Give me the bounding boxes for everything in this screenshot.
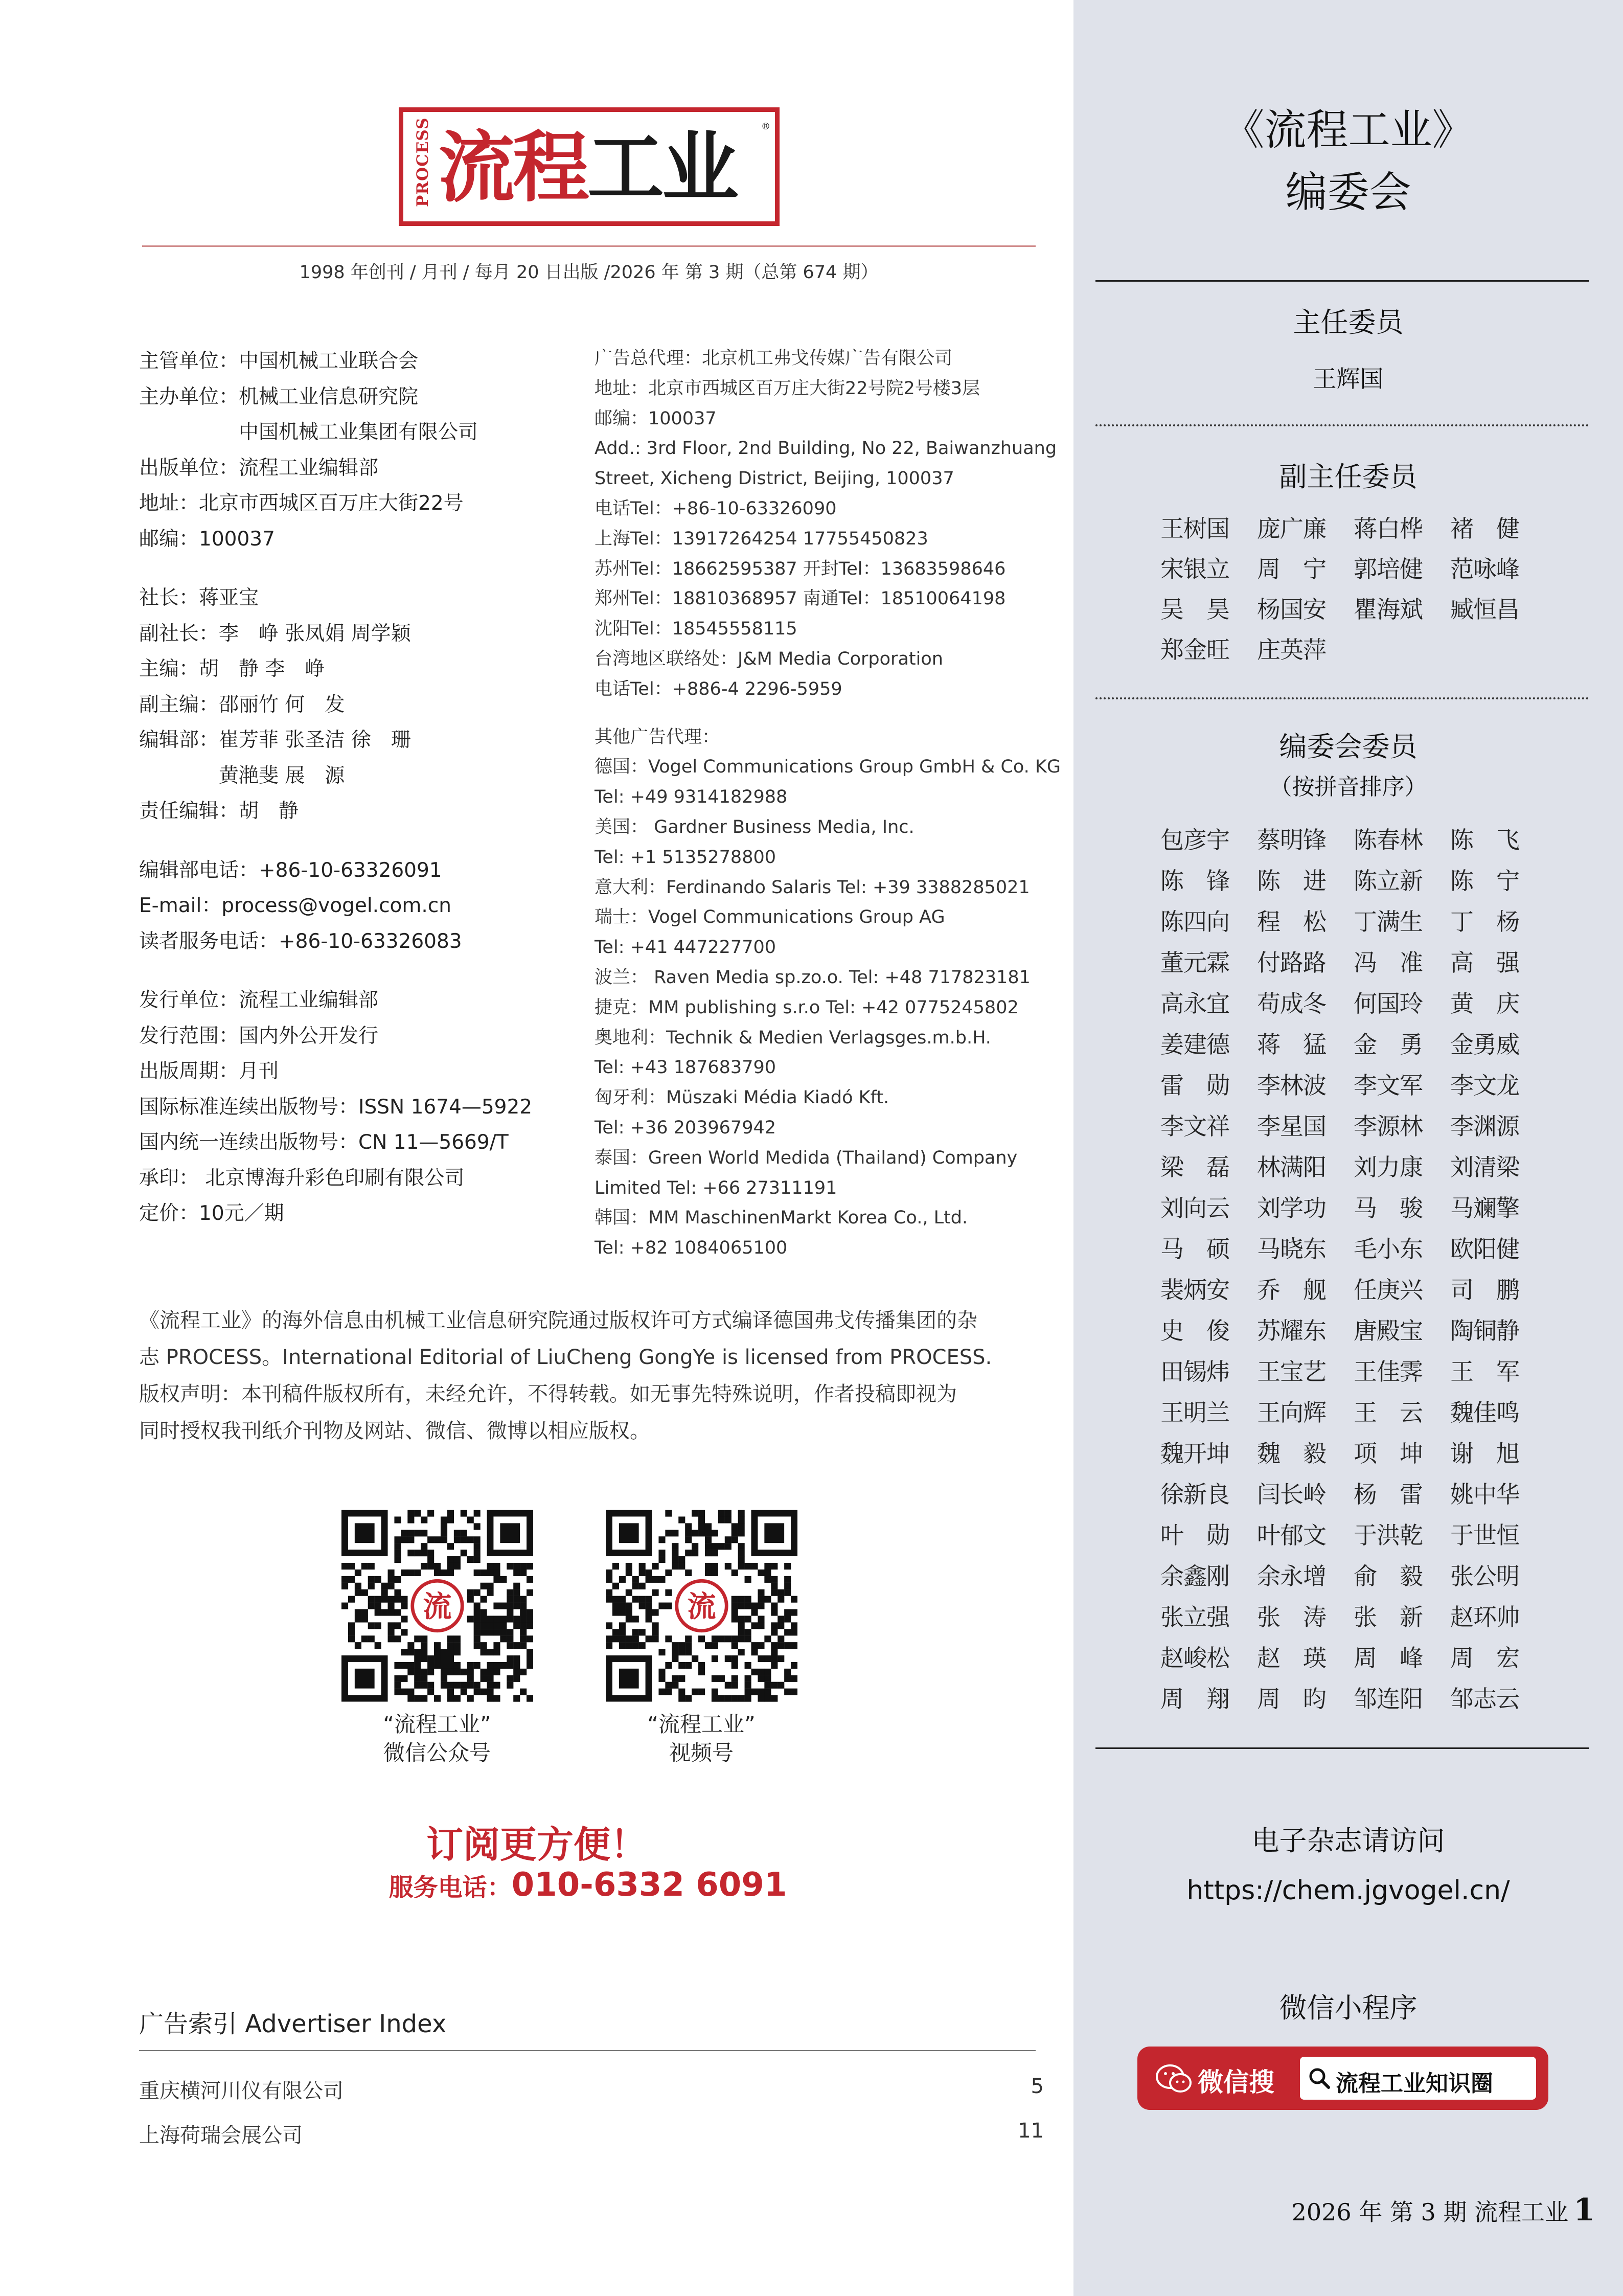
board-member-name: 梁 磊 [1160, 1153, 1229, 1181]
board-member-name: 裴炳安 [1160, 1276, 1229, 1304]
text-line: 责任编辑：胡 静 [139, 800, 299, 823]
board-member-name: 高 强 [1450, 949, 1519, 976]
wechat-search-label: 微信搜 [1198, 2067, 1274, 2097]
subscribe-title: 订阅更方便！ [426, 1823, 647, 1866]
text-line: 电话Tel：+86-10-63326090 [595, 498, 837, 519]
subscribe-phone [358, 1866, 818, 1904]
board-member-name: 张公明 [1450, 1562, 1519, 1590]
text-line: Tel: +43 187683790 [595, 1057, 776, 1078]
copyright-notice [139, 1302, 1043, 1449]
vice-director-name: 王树国 [1160, 515, 1229, 542]
vice-director-name: 蒋白桦 [1354, 515, 1423, 542]
text-line: 《流程工业》的海外信息由机械工业信息研究院通过版权许可方式编译德国弗戈传播集团的杂 [139, 1309, 977, 1332]
board-member-name: 苟成冬 [1257, 990, 1326, 1017]
board-member-name: 陈四向 [1160, 908, 1229, 936]
advertiser-index-title: 广告索引 Advertiser Index [139, 2010, 447, 2038]
text-line: 主管单位：中国机械工业联合会 [139, 350, 419, 373]
board-member-name: 叶郁文 [1257, 1521, 1326, 1549]
board-member-name: 刘清梁 [1450, 1153, 1519, 1181]
advertiser-page: 5 [1031, 2075, 1044, 2098]
text-line: 德国：Vogel Communications Group GmbH & Co. KG [595, 757, 1061, 778]
board-member-name: 徐新良 [1160, 1481, 1229, 1508]
text-line: 读者服务电话：+86-10-63326083 [139, 929, 462, 953]
board-member-name: 周 峰 [1354, 1644, 1423, 1672]
board-member-name: 周 昀 [1257, 1685, 1326, 1713]
board-member-list [1160, 820, 1547, 1719]
board-member-name: 欧阳健 [1450, 1235, 1519, 1263]
text-line: 编辑部电话：+86-10-63326091 [139, 858, 442, 882]
board-member-name: 金勇威 [1450, 1031, 1519, 1058]
text-line: 出版周期：月刊 [139, 1060, 279, 1083]
text-line: 韩国：MM MaschinenMarkt Korea Co., Ltd. [595, 1208, 968, 1229]
vice-director-name: 周 宁 [1257, 555, 1326, 583]
board-member-name: 杨 雷 [1354, 1481, 1423, 1508]
masthead-group-distribution [139, 983, 589, 1232]
board-member-name: 李星国 [1257, 1112, 1326, 1140]
vice-director-name: 郭培健 [1354, 555, 1423, 583]
masthead-ad-column [595, 344, 1061, 1263]
svg-text:流: 流 [423, 1589, 452, 1624]
board-member-name: 张立强 [1160, 1603, 1229, 1631]
text-line: 国内统一连续出版物号：CN 11—5669/T [139, 1131, 509, 1154]
board-member-name: 闫长岭 [1257, 1481, 1326, 1508]
masthead-group-sponsors [139, 344, 589, 557]
board-member-name: 陈 飞 [1450, 826, 1519, 854]
logo-process-text: PROCESS [414, 117, 432, 207]
process-logo [399, 107, 780, 226]
text-line: Street, Xicheng District, Beijing, 100037 [595, 468, 954, 489]
board-member-name: 姜建德 [1160, 1031, 1229, 1058]
page-footer [1176, 2192, 1595, 2228]
wechat-icon [1156, 2063, 1193, 2094]
page-number: 1 [1573, 2192, 1595, 2228]
board-member-name: 谢 旭 [1450, 1440, 1519, 1467]
qr-caption-line1: “流程工业” [383, 1712, 491, 1737]
board-member-name: 乔 舰 [1257, 1276, 1326, 1304]
search-icon [1308, 2067, 1331, 2089]
text-line: 地址：北京市西城区百万庄大街22号院2号楼3层 [595, 378, 980, 399]
board-member-name: 李林波 [1257, 1072, 1326, 1099]
vice-director-name: 褚 健 [1450, 515, 1519, 542]
text-line: 郑州Tel：18810368957 南通Tel：18510064198 [595, 588, 1006, 609]
board-member-name: 冯 准 [1354, 949, 1423, 976]
director-heading: 主任委员 [1293, 306, 1404, 338]
vice-director-list [1160, 509, 1547, 670]
wechat-search-banner[interactable] [1137, 2047, 1548, 2110]
footer-issue: 2026 年 第 3 期 流程工业 [1291, 2198, 1569, 2226]
board-member-name: 魏 毅 [1257, 1440, 1326, 1467]
board-member-name: 李渊源 [1450, 1112, 1519, 1140]
board-member-name: 付路路 [1257, 949, 1326, 976]
board-member-name: 马 硕 [1160, 1235, 1229, 1263]
masthead-group-contact [139, 853, 589, 960]
board-member-name: 陈 锋 [1160, 867, 1229, 895]
board-member-name: 王明兰 [1160, 1399, 1229, 1426]
board-member-name: 李文龙 [1450, 1072, 1519, 1099]
text-line: 中国机械工业集团有限公司 [139, 421, 478, 444]
text-line: E-mail：process@vogel.com.cn [139, 894, 451, 917]
masthead-group-staff [139, 580, 589, 829]
sidebar-rule [1095, 280, 1589, 282]
board-member-name: 张 涛 [1257, 1603, 1326, 1631]
vice-director-name: 杨国安 [1257, 596, 1326, 623]
sidebar-title-line1: 《流程工业》 [1222, 106, 1474, 154]
text-line: 同时授权我刊纸介刊物及网站、微信、微博以相应版权。 [139, 1419, 650, 1443]
header-divider [142, 245, 1036, 247]
text-line: 苏州Tel：18662595387 开封Tel：13683598646 [595, 558, 1006, 579]
advertiser-row [139, 2119, 1044, 2148]
qr-caption-wechat [330, 1710, 544, 1767]
board-member-name: 魏佳鸣 [1450, 1399, 1519, 1426]
qr-code-wechat[interactable] [341, 1509, 533, 1702]
other-ad-agents-group [595, 722, 1061, 1263]
emag-url-link[interactable]: https://chem.jgvogel.cn/ [1186, 1875, 1510, 1906]
board-member-name: 陈春林 [1354, 826, 1423, 854]
advertiser-index-divider [139, 2050, 1036, 2051]
text-line: 副社长：李 峥 张凤娟 周学颖 [139, 622, 411, 645]
board-member-name: 陈立新 [1354, 867, 1423, 895]
text-line: 台湾地区联络处：J&M Media Corporation [595, 648, 943, 669]
qr-caption-line2: 视频号 [669, 1740, 734, 1765]
board-member-name: 李文祥 [1160, 1112, 1229, 1140]
text-line: 美国： Gardner Business Media, Inc. [595, 816, 915, 837]
board-member-name: 史 俊 [1160, 1317, 1229, 1345]
publication-info: 1998 年创刊 / 月刊 / 每月 20 日出版 /2026 年 第 3 期（总第 674 期） [299, 262, 879, 283]
vice-director-name: 吴 昊 [1160, 596, 1229, 623]
board-heading: 编委会委员 [1279, 731, 1418, 763]
text-line: 黄滟斐 展 源 [139, 764, 345, 787]
text-line: Tel: +49 9314182988 [595, 787, 788, 808]
board-member-name: 魏开坤 [1160, 1440, 1229, 1467]
text-line: 波兰： Raven Media sp.zo.o. Tel: +48 717823181 [595, 967, 1031, 988]
text-line: 电话Tel：+886-4 2296-5959 [595, 678, 842, 699]
text-line: 志 PROCESS。International Editorial of LiuCheng GongYe is licensed from PROCESS. [139, 1346, 992, 1369]
board-member-name: 周 宏 [1450, 1644, 1519, 1672]
registered-mark: ® [761, 121, 770, 132]
board-member-name: 张 新 [1354, 1603, 1423, 1631]
board-member-name: 陈 宁 [1450, 867, 1519, 895]
phone-number[interactable]: 010-6332 6091 [511, 1866, 787, 1904]
board-member-name: 王 军 [1450, 1358, 1519, 1385]
board-member-name: 丁 杨 [1450, 908, 1519, 936]
vice-director-name: 臧恒昌 [1450, 596, 1519, 623]
text-line: 副主编：邵丽竹 何 发 [139, 693, 345, 716]
vice-director-name: 宋银立 [1160, 555, 1229, 583]
text-line: 主编：胡 静 李 峥 [139, 657, 325, 680]
text-line: 邮编：100037 [595, 408, 717, 429]
board-member-name: 马斓擎 [1450, 1194, 1519, 1222]
text-line: 国际标准连续出版物号：ISSN 1674—5922 [139, 1095, 533, 1119]
text-line: 奥地利：Technik & Medien Verlagsges.m.b.H. [595, 1027, 991, 1048]
svg-text:流: 流 [687, 1589, 716, 1624]
qr-code-video[interactable] [606, 1509, 797, 1702]
text-line: 地址：北京市西城区百万庄大街22号 [139, 492, 464, 515]
text-line: Limited Tel: +66 27311191 [595, 1177, 837, 1198]
advertiser-row [139, 2075, 1044, 2104]
text-line: 发行范围：国内外公开发行 [139, 1024, 379, 1048]
sidebar-title-line2: 编委会 [1285, 168, 1411, 217]
text-line: 其他广告代理： [595, 726, 720, 747]
ad-agency-group [595, 344, 1057, 704]
board-member-name: 于世恒 [1450, 1521, 1519, 1549]
sidebar-rule [1095, 1747, 1589, 1749]
text-line: 泰国：Green World Medida (Thailand) Company [595, 1147, 1018, 1168]
text-line: Add.: 3rd Floor, 2nd Building, No 22, Baiwanzhuang [595, 438, 1057, 459]
vice-director-name: 瞿海斌 [1354, 596, 1423, 623]
board-member-name: 陶铜静 [1450, 1317, 1519, 1345]
board-member-name: 李源林 [1354, 1112, 1423, 1140]
board-member-name: 马 骏 [1354, 1194, 1423, 1222]
advertiser-name: 重庆横河川仪有限公司 [139, 2079, 344, 2103]
advertiser-page: 11 [1018, 2119, 1044, 2143]
board-member-name: 叶 勋 [1160, 1521, 1229, 1549]
text-line: 出版单位：流程工业编辑部 [139, 456, 379, 480]
board-member-name: 王 云 [1354, 1399, 1423, 1426]
board-member-name: 董元霖 [1160, 949, 1229, 976]
board-member-name: 王宝艺 [1257, 1358, 1326, 1385]
board-member-name: 田锡炜 [1160, 1358, 1229, 1385]
text-line: 捷克：MM publishing s.r.o Tel: +42 0775245802 [595, 997, 1019, 1018]
miniprogram-label: 微信小程序 [1279, 1992, 1418, 2024]
board-member-name: 邹志云 [1450, 1685, 1519, 1713]
board-member-name: 包彦宇 [1160, 826, 1229, 854]
text-line: 发行单位：流程工业编辑部 [139, 989, 379, 1012]
board-member-name: 金 勇 [1354, 1031, 1423, 1058]
board-member-name: 刘力康 [1354, 1153, 1423, 1181]
board-member-name: 蒋 猛 [1257, 1031, 1326, 1058]
board-member-name: 何国玲 [1354, 990, 1423, 1017]
board-member-name: 程 松 [1257, 908, 1326, 936]
board-member-name: 司 鹏 [1450, 1276, 1519, 1304]
logo-black-text: 工业 [587, 123, 737, 213]
board-member-name: 王向辉 [1257, 1399, 1326, 1426]
board-member-name: 雷 勋 [1160, 1072, 1229, 1099]
board-member-name: 马晓东 [1257, 1235, 1326, 1263]
board-member-name: 刘向云 [1160, 1194, 1229, 1222]
sidebar-dotted-rule [1095, 424, 1589, 426]
board-member-name: 赵峻松 [1160, 1644, 1229, 1672]
vice-director-name: 庄英萍 [1257, 636, 1326, 664]
director-name: 王辉国 [1313, 365, 1384, 393]
board-member-name: 毛小东 [1354, 1235, 1423, 1263]
sidebar-dotted-rule [1095, 697, 1589, 699]
text-line: 广告总代理：北京机工弗戈传媒广告有限公司 [595, 348, 953, 369]
text-line: 定价：10元／期 [139, 1202, 284, 1225]
board-member-name: 王佳霁 [1354, 1358, 1423, 1385]
board-member-name: 林满阳 [1257, 1153, 1326, 1181]
board-member-name: 李文军 [1354, 1072, 1423, 1099]
text-line: 上海Tel：13917264254 17755450823 [595, 528, 928, 549]
text-line: Tel: +1 5135278800 [595, 847, 776, 868]
text-line: 匈牙利：Müszaki Média Kiadó Kft. [595, 1087, 889, 1108]
masthead-left-column [139, 344, 589, 1232]
board-sort-note: （按拼音排序） [1269, 774, 1427, 800]
board-member-name: 周 翔 [1160, 1685, 1229, 1713]
text-line: 社长：蒋亚宝 [139, 586, 259, 609]
phone-label: 服务电话： [388, 1873, 512, 1902]
board-member-name: 黄 庆 [1450, 990, 1519, 1017]
vice-director-name: 范咏峰 [1450, 555, 1519, 583]
vice-director-heading: 副主任委员 [1279, 461, 1418, 493]
board-member-name: 余永增 [1257, 1562, 1326, 1590]
text-line: Tel: +36 203967942 [595, 1117, 776, 1138]
text-line: 承印： 北京博海升彩色印刷有限公司 [139, 1166, 465, 1190]
board-member-name: 陈 进 [1257, 867, 1326, 895]
board-member-name: 任庚兴 [1354, 1276, 1423, 1304]
text-line: 主办单位：机械工业信息研究院 [139, 385, 419, 408]
vice-director-name: 庞广廉 [1257, 515, 1326, 542]
logo-red-text: 流程 [438, 123, 588, 213]
board-member-name: 俞 毅 [1354, 1562, 1423, 1590]
qr-caption-line1: “流程工业” [647, 1712, 756, 1737]
text-line: Tel: +41 447227700 [595, 937, 776, 958]
text-line: Tel: +82 1084065100 [595, 1238, 788, 1259]
board-member-name: 刘学功 [1257, 1194, 1326, 1222]
board-member-name: 高永宜 [1160, 990, 1229, 1017]
wechat-search-box[interactable] [1300, 2057, 1536, 2100]
text-line: 沈阳Tel：18545558115 [595, 619, 797, 640]
text-line: 瑞士：Vogel Communications Group AG [595, 907, 945, 928]
wechat-search-keyword: 流程工业知识圈 [1336, 2071, 1493, 2097]
board-member-name: 蔡明锋 [1257, 826, 1326, 854]
qr-caption-video [594, 1710, 809, 1767]
board-member-name: 苏耀东 [1257, 1317, 1326, 1345]
emag-label: 电子杂志请访问 [1251, 1825, 1445, 1857]
board-member-name: 姚中华 [1450, 1481, 1519, 1508]
board-member-name: 丁满生 [1354, 908, 1423, 936]
text-line: 版权声明：本刊稿件版权所有，未经允许，不得转载。如无事先特殊说明，作者投稿即视为 [139, 1382, 957, 1406]
text-line: 意大利：Ferdinando Salaris Tel: +39 3388285021 [595, 877, 1030, 898]
vice-director-name: 郑金旺 [1160, 636, 1229, 664]
board-member-name: 邹连阳 [1354, 1685, 1423, 1713]
board-member-name: 项 坤 [1354, 1440, 1423, 1467]
text-line: 编辑部：崔芳菲 张圣洁 徐 珊 [139, 729, 411, 752]
board-member-name: 赵 瑛 [1257, 1644, 1326, 1672]
board-member-name: 于洪乾 [1354, 1521, 1423, 1549]
text-line: 邮编：100037 [139, 527, 275, 551]
board-member-name: 唐殿宝 [1354, 1317, 1423, 1345]
advertiser-name: 上海荷瑞会展公司 [139, 2124, 303, 2147]
board-member-name: 余鑫刚 [1160, 1562, 1229, 1590]
qr-caption-line2: 微信公众号 [383, 1740, 491, 1765]
board-member-name: 赵环帅 [1450, 1603, 1519, 1631]
